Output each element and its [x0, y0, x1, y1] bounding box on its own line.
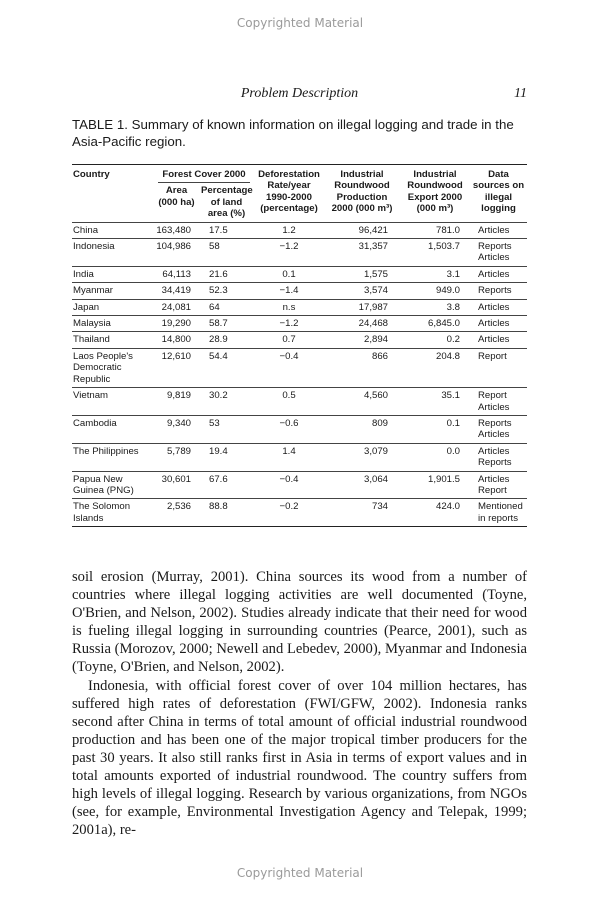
cell-export: 424.0 — [400, 499, 470, 527]
cell-country: China — [72, 222, 154, 238]
data-table-container — [72, 164, 527, 527]
cell-sources: Articles — [470, 332, 527, 348]
cell-export: 35.1 — [400, 388, 470, 416]
cell-country: The Solomon Islands — [72, 499, 154, 527]
cell-sources: Articles — [470, 222, 527, 238]
cell-sources: Articles — [470, 266, 527, 282]
cell-percentage: 30.2 — [199, 388, 254, 416]
cell-country: Cambodia — [72, 415, 154, 443]
cell-country: Indonesia — [72, 239, 154, 267]
cell-country: Laos People's Democratic Republic — [72, 348, 154, 387]
cell-production: 17,987 — [324, 299, 400, 315]
table-row — [72, 499, 527, 527]
cell-sources: Reports — [470, 283, 527, 299]
table-row — [72, 222, 527, 238]
cell-production: 3,574 — [324, 283, 400, 299]
cell-deforestation: −1.2 — [254, 239, 324, 267]
page-number: 11 — [514, 86, 527, 101]
cell-area: 5,789 — [154, 443, 199, 471]
cell-country: Papua New Guinea (PNG) — [72, 471, 154, 499]
table-caption: TABLE 1. Summary of known information on illegal logging and trade in the Asia-Pacific region. — [72, 117, 514, 149]
cell-percentage: 67.6 — [199, 471, 254, 499]
cell-production: 96,421 — [324, 222, 400, 238]
running-header — [72, 86, 527, 104]
cell-area: 12,610 — [154, 348, 199, 387]
paragraph-1: soil erosion (Murray, 2001). China sources its wood from a number of countries where illegal logging activities are well documented (Toyne, O'Brien, and Nelson, 2002). Studies already indicate that their need for wood is fueling illegal logging in surrounding countries (Pearce, 2001), such as Russia (Morozov, 2000; Newell and Lebedev, 2000), Myanmar and Indonesia (Toyne, O'Brien, and Nelson, 2002). — [72, 569, 527, 676]
table-row — [72, 239, 527, 267]
cell-percentage: 19.4 — [199, 443, 254, 471]
illegal-logging-table — [72, 164, 527, 527]
header-country: Country — [72, 165, 154, 223]
cell-deforestation: 0.5 — [254, 388, 324, 416]
table-row — [72, 471, 527, 499]
cell-area: 24,081 — [154, 299, 199, 315]
cell-deforestation: −0.2 — [254, 499, 324, 527]
cell-area: 19,290 — [154, 316, 199, 332]
cell-sources: Articles — [470, 299, 527, 315]
cell-country: Vietnam — [72, 388, 154, 416]
cell-export: 6,845.0 — [400, 316, 470, 332]
cell-percentage: 64 — [199, 299, 254, 315]
cell-deforestation: 0.1 — [254, 266, 324, 282]
header-production: Industrial Roundwood Production 2000 (000 m³) — [324, 165, 400, 223]
cell-production: 866 — [324, 348, 400, 387]
paragraph-2: Indonesia, with official forest cover of over 104 million hectares, has suffered high rates of deforestation (FWI/GFW, 2002). Indonesia ranks second after China in terms of total amount of official industrial roundwood production and has been one of the major tropical timber producers for the past 30 years. It also still ranks first in Asia in terms of export values and in total amounts exported of industrial roundwood. The country suffers from high levels of illegal logging. Research by various organizations, from NGOs (see, for example, Environmental Investigation Agency and Telepak, 1999; 2001a), re- — [72, 677, 527, 839]
watermark-bottom: Copyrighted Material — [236, 866, 364, 880]
cell-deforestation: 1.2 — [254, 222, 324, 238]
table-row — [72, 283, 527, 299]
cell-percentage: 53 — [199, 415, 254, 443]
cell-export: 0.0 — [400, 443, 470, 471]
cell-country: The Philippines — [72, 443, 154, 471]
cell-area: 163,480 — [154, 222, 199, 238]
cell-percentage: 52.3 — [199, 283, 254, 299]
cell-deforestation: 0.7 — [254, 332, 324, 348]
cell-deforestation: −1.4 — [254, 283, 324, 299]
cell-production: 734 — [324, 499, 400, 527]
cell-export: 0.1 — [400, 415, 470, 443]
cell-country: India — [72, 266, 154, 282]
cell-production: 24,468 — [324, 316, 400, 332]
table-row — [72, 299, 527, 315]
table-row — [72, 415, 527, 443]
cell-sources: Report — [470, 348, 527, 387]
cell-deforestation: −0.4 — [254, 348, 324, 387]
cell-sources: Articles — [470, 316, 527, 332]
cell-production: 31,357 — [324, 239, 400, 267]
body-text — [72, 568, 527, 839]
cell-production: 1,575 — [324, 266, 400, 282]
cell-area: 9,819 — [154, 388, 199, 416]
cell-export: 1,503.7 — [400, 239, 470, 267]
table-row — [72, 316, 527, 332]
cell-production: 2,894 — [324, 332, 400, 348]
cell-export: 0.2 — [400, 332, 470, 348]
table-row — [72, 348, 527, 387]
cell-area: 34,419 — [154, 283, 199, 299]
table-body — [72, 222, 527, 527]
cell-country: Japan — [72, 299, 154, 315]
cell-deforestation: 1.4 — [254, 443, 324, 471]
cell-percentage: 88.8 — [199, 499, 254, 527]
table-row — [72, 332, 527, 348]
cell-percentage: 21.6 — [199, 266, 254, 282]
cell-export: 204.8 — [400, 348, 470, 387]
cell-sources: Report Articles — [470, 388, 527, 416]
table-row — [72, 388, 527, 416]
cell-percentage: 58.7 — [199, 316, 254, 332]
cell-sources: Mentioned in reports — [470, 499, 527, 527]
cell-sources: Reports Articles — [470, 239, 527, 267]
cell-deforestation: −1.2 — [254, 316, 324, 332]
cell-percentage: 17.5 — [199, 222, 254, 238]
cell-percentage: 28.9 — [199, 332, 254, 348]
cell-percentage: 58 — [199, 239, 254, 267]
cell-area: 9,340 — [154, 415, 199, 443]
cell-production: 4,560 — [324, 388, 400, 416]
cell-export: 3.1 — [400, 266, 470, 282]
cell-sources: Articles Report — [470, 471, 527, 499]
header-area: Area (000 ha) — [154, 184, 199, 222]
cell-sources: Reports Articles — [470, 415, 527, 443]
cell-country: Myanmar — [72, 283, 154, 299]
cell-export: 781.0 — [400, 222, 470, 238]
header-data-sources: Data sources on illegal logging — [470, 165, 527, 223]
watermark-top: Copyrighted Material — [236, 16, 364, 30]
cell-area: 30,601 — [154, 471, 199, 499]
cell-country: Malaysia — [72, 316, 154, 332]
cell-export: 3.8 — [400, 299, 470, 315]
cell-production: 3,079 — [324, 443, 400, 471]
cell-area: 14,800 — [154, 332, 199, 348]
cell-country: Thailand — [72, 332, 154, 348]
cell-export: 949.0 — [400, 283, 470, 299]
cell-percentage: 54.4 — [199, 348, 254, 387]
cell-deforestation: −0.4 — [254, 471, 324, 499]
cell-deforestation: n.s — [254, 299, 324, 315]
cell-production: 3,064 — [324, 471, 400, 499]
running-title: Problem Description — [240, 86, 359, 101]
header-deforestation: Deforestation Rate/year 1990-2000 (percentage) — [254, 165, 324, 223]
cell-area: 64,113 — [154, 266, 199, 282]
table-row — [72, 266, 527, 282]
header-export: Industrial Roundwood Export 2000 (000 m³) — [400, 165, 470, 223]
cell-production: 809 — [324, 415, 400, 443]
cell-area: 104,986 — [154, 239, 199, 267]
header-forest-cover — [154, 165, 254, 185]
cell-deforestation: −0.6 — [254, 415, 324, 443]
cell-area: 2,536 — [154, 499, 199, 527]
header-forest-cover-label: Forest Cover 2000 — [158, 169, 250, 183]
cell-export: 1,901.5 — [400, 471, 470, 499]
cell-sources: Articles Reports — [470, 443, 527, 471]
table-row — [72, 443, 527, 471]
header-percentage: Percentage of land area (%) — [199, 184, 254, 222]
